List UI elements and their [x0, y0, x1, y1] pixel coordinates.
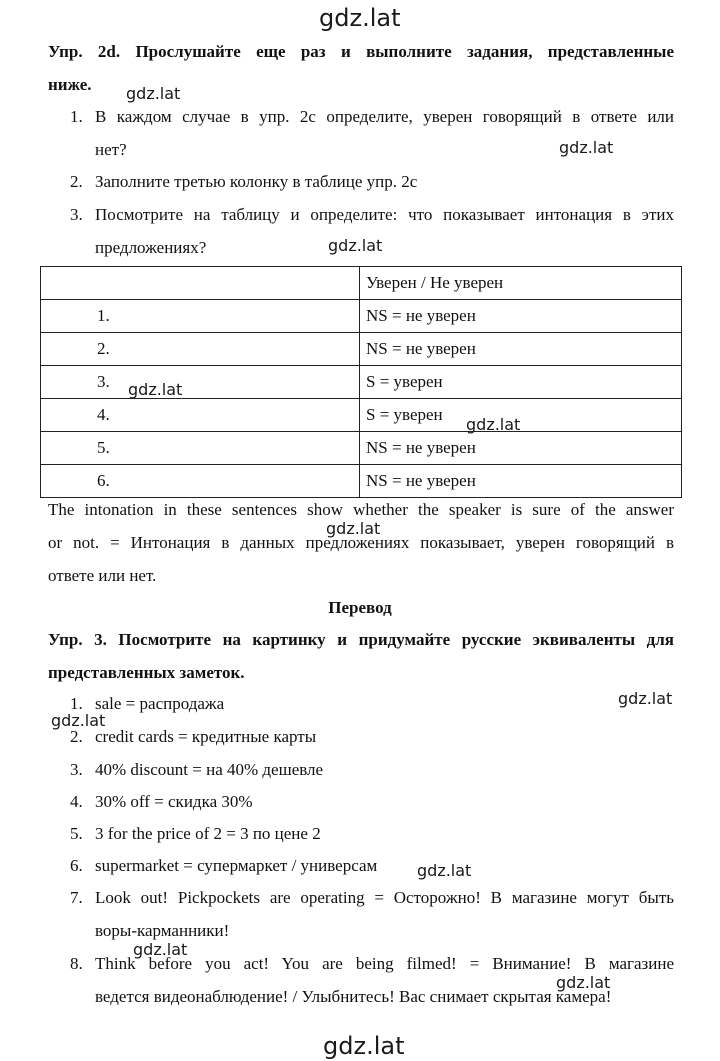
- answer-line: ответе или нет.: [48, 566, 157, 585]
- ex3-item: 8. Think before you act! You are being filmed! = Внимание! В магазине: [70, 954, 674, 973]
- ex3-title-line1: Упр. 3. Посмотрите на картинку и придумайте русские эквиваленты для: [48, 630, 674, 649]
- watermark: gdz.lat: [319, 4, 401, 32]
- answer-line: or not. = Интонация в данных предложениях показывает, уверен говорящий в: [48, 533, 674, 552]
- watermark: gdz.lat: [559, 138, 614, 157]
- table-cell: 1.: [41, 300, 360, 333]
- table-cell: 3.: [41, 366, 360, 399]
- ex3-item: 4. 30% off = скидка 30%: [70, 792, 253, 811]
- ex2d-title-line1: Упр. 2d. Прослушайте еще раз и выполните задания, представленные: [48, 42, 674, 61]
- watermark: gdz.lat: [51, 711, 106, 730]
- answer-line: The intonation in these sentences show whether the speaker is sure of the answer: [48, 500, 674, 519]
- table-row: [41, 465, 682, 498]
- ex3-title-line2: представленных заметок.: [48, 663, 245, 682]
- ex3-item: 2. credit cards = кредитные карты: [70, 727, 317, 746]
- watermark: gdz.lat: [466, 415, 521, 434]
- table-row: [41, 399, 682, 432]
- table-row: [41, 300, 682, 333]
- table-row: [41, 267, 682, 300]
- watermark: gdz.lat: [556, 973, 611, 992]
- ex3-item: 1. sale = распродажа: [70, 694, 225, 713]
- ex3-item-cont: ведется видеонаблюдение! / Улыбнитесь! Вас снимает скрытая камера!: [95, 987, 612, 1006]
- table-cell: 4.: [41, 399, 360, 432]
- watermark: gdz.lat: [328, 236, 383, 255]
- ex2d-item: 2. Заполните третью колонку в таблице упр. 2с: [70, 172, 418, 191]
- ex3-item: 7. Look out! Pickpockets are operating = Осторожно! В магазине могут быть: [70, 888, 674, 907]
- table-cell: S = уверен: [360, 399, 682, 432]
- watermark: gdz.lat: [417, 861, 472, 880]
- watermark: gdz.lat: [128, 380, 183, 399]
- ex3-item: 3. 40% discount = на 40% дешевле: [70, 760, 324, 779]
- watermark: gdz.lat: [323, 1032, 405, 1060]
- table-cell: S = уверен: [360, 366, 682, 399]
- table-cell: NS = не уверен: [360, 465, 682, 498]
- ex2d-title-line2: ниже.: [48, 75, 92, 94]
- ex3-item-cont: воры-карманники!: [95, 921, 230, 940]
- ex2d-item: 3. Посмотрите на таблицу и определите: что показывает интонация в этих: [70, 205, 674, 224]
- watermark: gdz.lat: [326, 519, 381, 538]
- table-cell: 6.: [41, 465, 360, 498]
- ex2d-item-cont: нет?: [95, 140, 127, 159]
- table-cell: Уверен / Не уверен: [360, 267, 682, 300]
- table-cell: NS = не уверен: [360, 300, 682, 333]
- table-row: [41, 333, 682, 366]
- table-cell: NS = не уверен: [360, 432, 682, 465]
- ex3-item: 6. supermarket = супермаркет / универсам: [70, 856, 378, 875]
- ex2d-item-cont: предложениях?: [95, 238, 207, 257]
- table-cell: NS = не уверен: [360, 333, 682, 366]
- table-cell: 5.: [41, 432, 360, 465]
- ex2d-item: 1. В каждом случае в упр. 2с определите, уверен говорящий в ответе или: [70, 107, 674, 126]
- ex3-item: 5. 3 for the price of 2 = 3 по цене 2: [70, 824, 321, 843]
- table-row: [41, 432, 682, 465]
- table-cell: 2.: [41, 333, 360, 366]
- answer-table: [40, 266, 682, 498]
- table-cell: [41, 267, 360, 300]
- watermark: gdz.lat: [126, 84, 181, 103]
- watermark: gdz.lat: [618, 689, 673, 708]
- section-heading: Перевод: [328, 598, 392, 617]
- table-row: [41, 366, 682, 399]
- watermark: gdz.lat: [133, 940, 188, 959]
